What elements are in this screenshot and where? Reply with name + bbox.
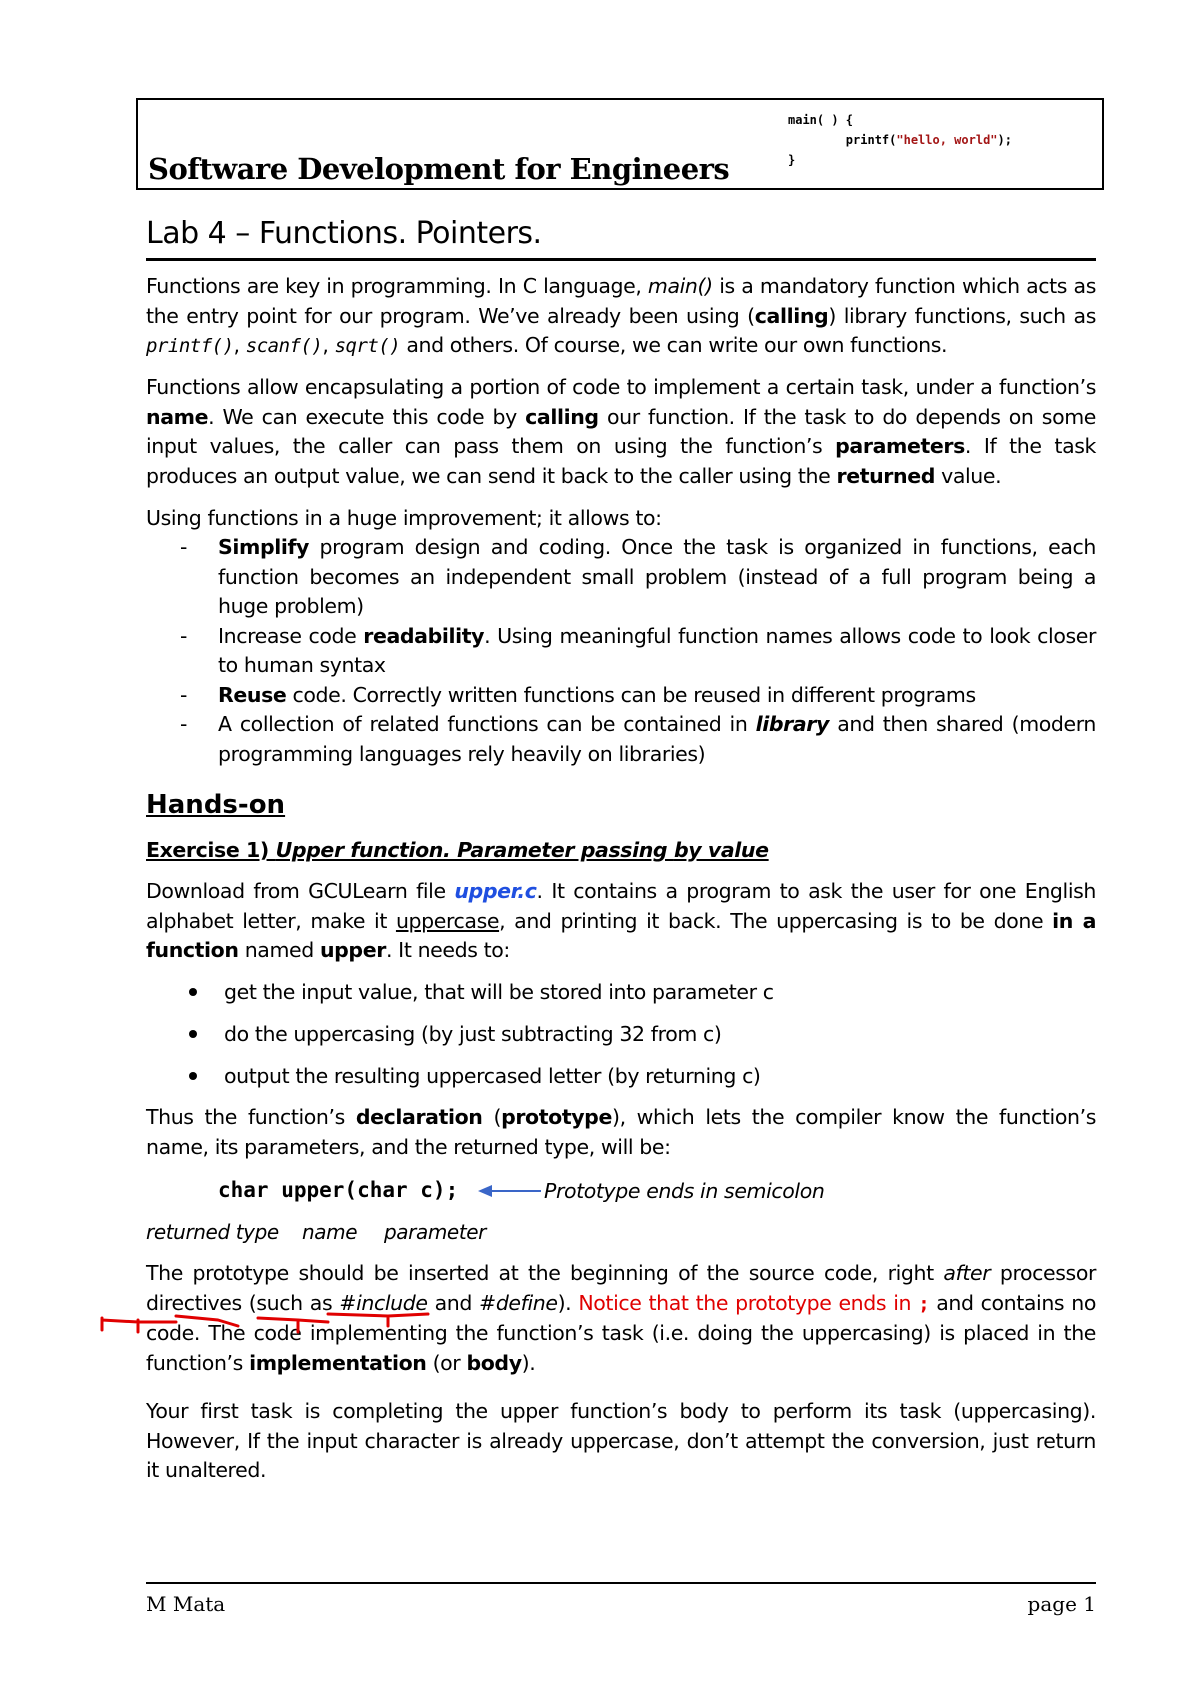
- benefit-text: code. Correctly written functions can be reused in different programs: [286, 682, 976, 707]
- text-run: is a mandatory function which acts as the entry point for our program. We’ve already been using (: [146, 274, 1096, 328]
- dash-marker: -: [180, 682, 187, 707]
- body-term: body: [466, 1350, 522, 1375]
- benefit-keyword: library: [755, 712, 829, 736]
- name-term: name: [146, 404, 209, 429]
- exercise-heading: [146, 838, 769, 862]
- benefits-list: [146, 533, 1096, 769]
- include-directive: #include: [339, 1290, 428, 1315]
- text-run: ,: [322, 333, 335, 357]
- benefit-text: program design and coding. Once the task is organized in functions, each function becomes an independent small problem (instead of a full program being a huge problem): [218, 535, 1096, 618]
- semicolon-symbol: ;: [918, 1292, 930, 1315]
- text-run: Thus the function’s: [146, 1105, 356, 1129]
- handwritten-annotation: [98, 1300, 438, 1340]
- dash-marker: -: [180, 535, 187, 559]
- text-run: our function. If the task to do depends on some input values, the caller can pass them on using the function’s: [146, 404, 1096, 458]
- in-a-function-term: in a function: [146, 908, 1097, 962]
- step-text: output the resulting uppercased letter (by returning c): [224, 1064, 761, 1088]
- course-title: Software Development for Engineers: [148, 152, 730, 186]
- calling-term: calling: [525, 404, 599, 429]
- footer-page-number: page 1: [1027, 1592, 1096, 1616]
- header-box: [136, 98, 1104, 190]
- text-run: Upper function. Parameter passing: [275, 838, 674, 862]
- text-run: and others. Of course, we can write our own functions.: [400, 333, 948, 357]
- text-run: Functions allow encapsulating a portion of code to implement a certain task, under a function’s: [146, 375, 1096, 399]
- after-term: after: [943, 1261, 991, 1285]
- step-text: do the uppercasing (by just subtracting 32 from c): [224, 1022, 722, 1046]
- lab-title: Lab 4 – Functions. Pointers.: [146, 216, 542, 251]
- text-run: . We can execute this code by: [208, 404, 526, 429]
- notice-text: Notice that the prototype ends in: [578, 1290, 919, 1315]
- calling-term: calling: [754, 303, 829, 328]
- dash-marker: -: [180, 712, 187, 736]
- text-run: and contains no code. The code implementing the function’s task (i.e. doing the uppercasing) is placed in the function’s: [146, 1290, 1096, 1375]
- declaration-term: declaration: [355, 1105, 483, 1129]
- name-label: name: [302, 1220, 358, 1244]
- code-line-3: }: [788, 153, 796, 167]
- benefit-keyword: Reuse: [218, 682, 287, 707]
- main-function-ref: main(): [647, 274, 713, 298]
- code-line-1: main( ) {: [788, 113, 854, 127]
- prototype-term: prototype: [501, 1105, 612, 1129]
- bullet-dot: [189, 1030, 197, 1038]
- define-directive: #define: [479, 1290, 558, 1315]
- benefit-text: Increase code: [218, 623, 364, 648]
- text-run: Functions are key in programming. In C language,: [146, 274, 648, 298]
- scanf-ref: scanf(): [245, 335, 323, 357]
- sqrt-ref: sqrt(): [334, 335, 401, 357]
- steps-list: [146, 978, 1096, 1104]
- text-run: ), which lets the compiler know the function’s name, its parameters, and the returned type, will be:: [146, 1105, 1096, 1159]
- list-item: [146, 978, 1096, 1020]
- text-run: ) library functions, such as: [828, 303, 1096, 328]
- text-run: Exercise 1): [146, 838, 276, 862]
- code-line-2-prefix: printf(: [788, 133, 897, 147]
- implementation-term: implementation: [249, 1350, 427, 1375]
- title-rule: [146, 258, 1096, 261]
- list-item: [146, 1062, 1096, 1104]
- text-run: by value: [673, 838, 769, 862]
- hands-on-heading: Hands-on: [146, 790, 286, 820]
- step-text: get the input value, that will be stored into parameter c: [224, 980, 774, 1004]
- list-item: [146, 622, 1096, 681]
- printf-ref: printf(): [146, 335, 234, 357]
- uppercase-term: uppercase: [395, 908, 500, 933]
- intro-paragraph-3: Using functions in a huge improvement; it allows to:: [146, 506, 662, 530]
- header-code-snippet: [788, 110, 1012, 170]
- text-run: . It needs to:: [385, 938, 510, 962]
- code-line-2-suffix: );: [997, 133, 1012, 147]
- text-run: ).: [521, 1350, 536, 1375]
- returned-term: returned: [836, 463, 935, 488]
- list-item: [146, 1020, 1096, 1062]
- dash-marker: -: [180, 623, 187, 648]
- benefit-keyword: readability: [363, 623, 485, 648]
- prototype-note: Prototype ends in semicolon: [544, 1179, 825, 1203]
- intro-paragraph-2: [146, 373, 1096, 491]
- text-run: named: [238, 938, 320, 962]
- intro-paragraph-1: [146, 272, 1096, 362]
- returned-type-label: returned type: [146, 1220, 279, 1244]
- bullet-dot: [189, 988, 197, 996]
- arrow-left-icon: [478, 1180, 542, 1202]
- benefit-keyword: Simplify: [218, 535, 309, 559]
- list-item: [146, 710, 1096, 769]
- exercise-paragraph-2: [146, 1103, 1096, 1162]
- text-run: ).: [557, 1290, 579, 1315]
- text-run: (: [482, 1105, 502, 1129]
- benefit-text: A collection of related functions can be contained in: [218, 712, 756, 736]
- bullet-dot: [189, 1072, 197, 1080]
- text-run: . If the task produces an output value, we can send it back to the caller using the: [146, 434, 1096, 488]
- parameters-term: parameters: [835, 434, 965, 458]
- text-run: (or: [426, 1350, 467, 1375]
- exercise-paragraph-1: [146, 877, 1096, 966]
- text-run: ,: [233, 333, 246, 357]
- prototype-code: char upper(char c);: [218, 1178, 459, 1202]
- code-line-2-string: "hello, world": [896, 133, 998, 147]
- text-run: . It contains a program to ask the user for one English alphabet letter, make it: [146, 879, 1097, 933]
- text-run: value.: [934, 463, 1002, 488]
- text-run: The prototype should be inserted at the beginning of the source code, right: [146, 1261, 944, 1285]
- text-run: processor directives (such as: [146, 1261, 1097, 1315]
- benefit-text: and then shared (modern programming languages rely heavily on libraries): [218, 712, 1096, 766]
- text-run: Download from GCULearn file: [146, 879, 455, 903]
- parameter-label: parameter: [384, 1220, 486, 1244]
- list-item: [146, 681, 1096, 711]
- footer-author: M Mata: [146, 1592, 226, 1616]
- footer-rule: [146, 1582, 1096, 1584]
- text-run: and: [427, 1290, 480, 1315]
- exercise-paragraph-4: Your first task is completing the upper function’s body to perform its task (uppercasing). However, If the input character is already uppercase, don’t attempt the conversion, just return it unaltered.: [146, 1399, 1096, 1482]
- file-link[interactable]: upper.c: [454, 879, 537, 903]
- upper-term: upper: [319, 938, 386, 962]
- list-item: [146, 533, 1096, 622]
- prototype-labels: [146, 1220, 486, 1244]
- benefit-text: . Using meaningful function names allows code to look closer to human syntax: [218, 623, 1096, 677]
- text-run: , and printing it back. The uppercasing is to be done: [499, 908, 1053, 933]
